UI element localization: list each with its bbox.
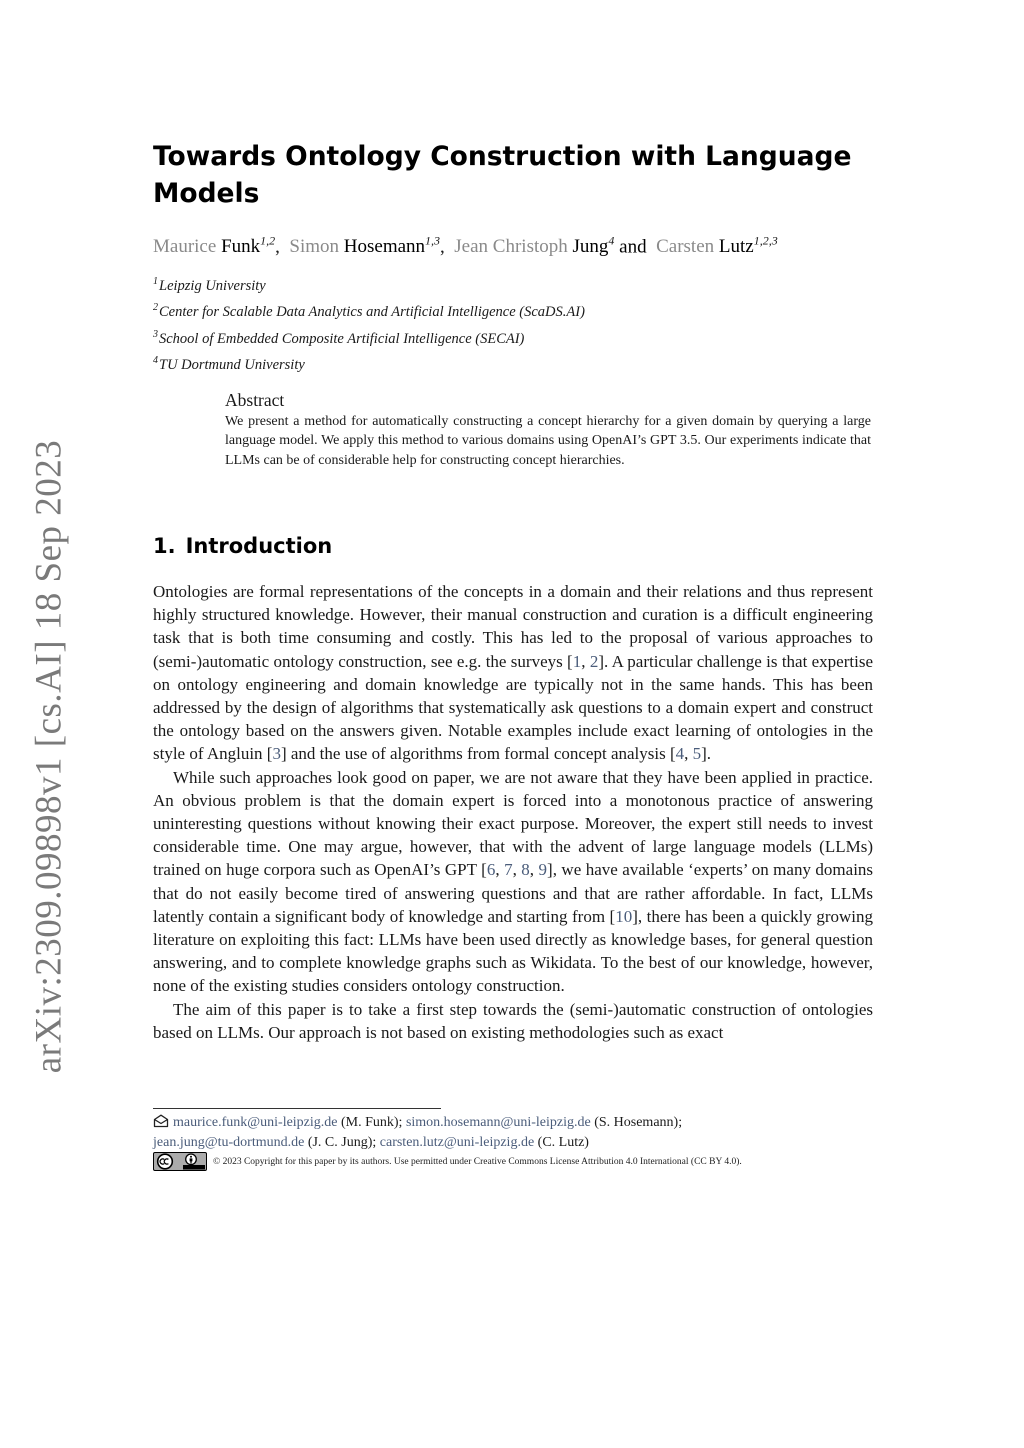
author-separator: ,: [275, 236, 280, 258]
citation-link[interactable]: 4: [675, 744, 685, 764]
abstract-heading: Abstract: [225, 390, 285, 410]
affiliation-number: 3: [153, 328, 158, 340]
affiliation-name: Center for Scalable Data Analytics and Artificial Intelligence (ScaDS.AI): [159, 304, 585, 321]
author-given-name: Carsten: [656, 236, 715, 258]
paragraph-text: The aim of this paper is to take a first step towards the (semi-)automatic construction of ontologies based on LLMs. Our approach is not based on existing methodologies such as exact: [153, 999, 873, 1042]
email-link[interactable]: simon.hosemann@uni-leipzig.de: [405, 1115, 591, 1130]
citation-link[interactable]: 3: [272, 744, 281, 764]
arxiv-stamp: [28, 439, 70, 1073]
citation-link[interactable]: 7: [504, 860, 513, 880]
paragraph-text: While such approaches look good on paper, we are not aware that they have been applied in practice. An obvious problem is that the domain expert is forced into a monotonous practice of answering uninteresting questions without knowing their exact purpose. Moreover, the expert still needs to invest considerable time. One may argue, however, that with the advent of large language models (LLMs) trained on huge corpora such as OpenAI’s GPT [: [153, 767, 873, 880]
paragraph-text: ], there has been a quickly growing literature on exploiting this fact: LLMs have been used directly as knowledge bases, for general question answering, and to complete knowledge graphs such as Wikidata. To the best of our knowledge, however, none of the existing studies considers ontology construction.: [153, 906, 873, 996]
citation-link[interactable]: 1: [572, 651, 582, 671]
author: [656, 236, 778, 257]
section-number: 1.: [153, 534, 176, 558]
contact-name: (J. C. Jung);: [307, 1134, 377, 1150]
author-given-name: Simon: [289, 236, 340, 258]
paragraph-text: ]. A particular challenge is that expertise on ontology engineering and domain knowledge are typically not in the same hands. This has been addressed by the design of algorithms that systematically ask questions to a domain expert and construct the ontology based on the answers given. Notable examples include exact learning of ontologies in the style of Angluin [: [153, 651, 873, 764]
contact-name: (M. Funk);: [341, 1115, 403, 1130]
affiliation: [153, 324, 585, 350]
citation-link[interactable]: 2: [589, 651, 599, 671]
author-affiliation-marker: 1,2: [260, 234, 276, 248]
affiliation-name: School of Embedded Composite Artificial Intelligence (SECAI): [159, 330, 525, 347]
introduction-body: [153, 580, 873, 1044]
affiliation-list: [153, 271, 585, 376]
author-list: [153, 228, 778, 260]
author-family-name: Hosemann: [343, 236, 426, 258]
citation-link[interactable]: 5: [692, 744, 702, 764]
contact-name: (S. Hosemann);: [594, 1115, 683, 1130]
author-affiliation-marker: 1,3: [425, 234, 441, 248]
abstract-text: We present a method for automatically constructing a concept hierarchy for a given domain by querying a large language model. We apply this method to various domains using OpenAI’s GPT 3.5. Our experiments indicate that LLMs can be of considerable help for constructing concept hierarchies.: [225, 414, 871, 468]
footnote-contacts: [153, 1113, 873, 1152]
license-line: [153, 1152, 742, 1171]
contact-name: (C. Lutz): [537, 1134, 589, 1150]
email-link[interactable]: maurice.funk@uni-leipzig.de: [173, 1115, 338, 1130]
arxiv-id: arXiv:2309.09898v1 [cs.AI] 18 Sep 2023: [28, 439, 70, 1073]
paragraph-text: ,: [512, 860, 522, 880]
license-text: © 2023 Copyright for this paper by its authors. Use permitted under Creative Commons License Attribution 4.0 International (CC BY 4.0).: [213, 1156, 742, 1167]
paragraph-text: ,: [684, 744, 693, 764]
paragraph-text: ,: [581, 651, 590, 671]
paragraph-text: ,: [495, 860, 505, 880]
author-family-name: Lutz: [718, 236, 754, 258]
affiliation-name: TU Dortmund University: [159, 356, 305, 373]
affiliation-number: 2: [153, 302, 158, 314]
paragraph: [153, 580, 873, 766]
paragraph-text: Ontologies are formal representations of the concepts in a domain and their relations and thus represent highly structured knowledge. However, their manual construction and curation is a difficult engineering task that is both time consuming and costly. This has led to the proposal of various approaches to (semi-)automatic ontology construction, see e.g. the surveys [: [153, 582, 873, 671]
envelope-icon: [153, 1114, 169, 1128]
citation-link[interactable]: 6: [486, 860, 496, 880]
section-title: Introduction: [185, 534, 333, 558]
paragraph-text: ] and the use of algorithms from formal concept analysis [: [280, 744, 676, 764]
paragraph-text: ], we have available ‘experts’ on many domains that do not easily become tired of answering questions and that are rather affordable. In fact, LLMs latently contain a significant body of knowledge and starting from [: [153, 860, 874, 926]
email-link[interactable]: jean.jung@tu-dortmund.de: [153, 1134, 305, 1150]
affiliation-name: Leipzig University: [159, 277, 266, 294]
abstract: [225, 389, 871, 470]
paragraph: [153, 766, 873, 998]
author-family-name: Jung: [572, 236, 609, 258]
cc-by-badge-icon: [153, 1152, 207, 1171]
author-affiliation-marker: 1,2,3: [753, 234, 778, 248]
citation-link[interactable]: 8: [521, 860, 530, 880]
author-family-name: Funk: [221, 236, 261, 258]
author: [454, 236, 614, 257]
author-affiliation-marker: 4: [608, 234, 615, 248]
author: [153, 236, 275, 257]
author-separator: ,: [440, 236, 445, 258]
citation-link[interactable]: 9: [538, 860, 548, 880]
affiliation: [153, 297, 585, 323]
paragraph-text: ].: [701, 744, 712, 764]
author-given-name: Maurice: [153, 236, 217, 258]
author-conjunction: and: [619, 236, 647, 258]
section-heading: [153, 534, 332, 558]
citation-link[interactable]: 10: [615, 906, 633, 926]
affiliation: [153, 271, 585, 297]
footnote-rule: [153, 1108, 441, 1109]
email-link[interactable]: carsten.lutz@uni-leipzig.de: [379, 1134, 535, 1150]
affiliation-number: 1: [153, 276, 158, 287]
paper-title: Towards Ontology Construction with Language Models: [153, 141, 852, 209]
paragraph-text: ,: [529, 860, 539, 880]
affiliation-number: 4: [153, 354, 158, 366]
author: [289, 236, 440, 257]
paragraph: [153, 998, 873, 1044]
affiliation: [153, 350, 585, 376]
author-given-name: Jean Christoph: [454, 236, 568, 258]
